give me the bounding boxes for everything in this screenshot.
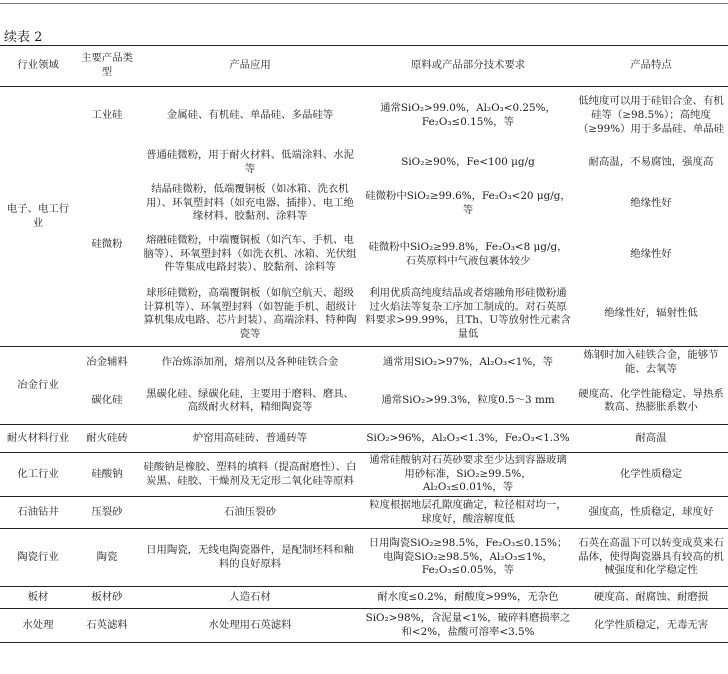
requirement-cell: SiO₂>96%，Al₂O₃<1.3%，Fe₂O₃<1.3%	[362, 425, 574, 453]
product-type-cell: 碳化硅	[91, 394, 123, 407]
industry-cell: 石油钻井	[0, 497, 76, 529]
table-row	[0, 379, 728, 425]
industry-cell: 电子、电工行业	[0, 87, 76, 347]
application-cell: 硅酸钠是橡胶、塑料的填料（提高耐磨性）、白炭黑、硅胶、干燥剂及无定形二氧化硅等原料	[138, 453, 362, 497]
application-cell: 人造石材	[138, 587, 362, 609]
header-requirements: 原料或产品部分技术要求	[362, 46, 574, 87]
table-row	[0, 145, 728, 181]
application-cell: 炉窑用高硅砖、普通砖等	[138, 425, 362, 453]
application-cell: 球形硅微粉，高端覆铜板（如航空航天、超级计算机等）、环氧塑封料（如智能手机、超级计算机集成电路、芯片封装）、高端涂料、特种陶瓷等	[143, 287, 357, 340]
application-cell: 熔融硅微粉，中端覆铜板（如汽车、手机、电脑等）、环氧塑封料（如洗衣机、冰箱、光伏组件等集成电路封装）、胶黏剂、涂料等	[143, 234, 357, 274]
industry-cell: 陶瓷行业	[0, 529, 76, 587]
feature-cell: 绝缘性好，辐射性低	[604, 307, 698, 320]
requirement-cell: 硅微粉中SiO₂≥99.6%，Fe₂O₃<20 μg/g，等	[365, 189, 571, 216]
table-row	[0, 87, 728, 145]
industry-cell: 水处理	[0, 609, 76, 643]
table-row	[0, 529, 728, 587]
table-row	[0, 609, 728, 643]
feature-cell: 化学性质稳定，无毒无害	[574, 609, 728, 643]
application-cell: 黑碳化硅、绿碳化硅，主要用于磨料、磨具、高级耐火材料，精细陶瓷等	[146, 387, 354, 414]
table-row	[0, 497, 728, 529]
requirement-cell: 通常硅酸钠对石英砂要求至少达到容器玻璃用砂标准，SiO₂≥99.5%，Al₂O₃≤0.01%，等	[362, 453, 574, 497]
table-row	[0, 347, 728, 379]
feature-cell: 化学性质稳定	[574, 453, 728, 497]
application-cell: 金属硅、有机硅、单晶硅、多晶硅等	[138, 87, 362, 145]
feature-cell: 绝缘性好	[630, 247, 672, 260]
header-features: 产品特点	[574, 46, 728, 87]
product-type-cell: 板材砂	[76, 587, 138, 609]
feature-cell: 低纯度可以用于硅铝合金、有机硅等（≥98.5%）；高纯度（≥99%）用于多晶硅、单晶硅	[574, 87, 728, 145]
requirement-cell: 通常SiO₂>99.3%，粒度0.5～3 mm	[381, 394, 555, 407]
application-cell: 普通硅微粉，用于耐火材料、低端涂料、水泥等	[146, 148, 354, 175]
application-cell: 结晶硅微粉，低端覆铜板（如冰箱、洗衣机用）、环氧塑封料（如充电器、插排）、电工绝缘材料、胶黏剂、涂料等	[146, 183, 354, 223]
feature-cell: 耐高温，不易腐蚀，强度高	[588, 155, 714, 168]
requirement-cell: 利用优质高纯度结晶或者熔融角形硅微粉通过火焰法等复杂工序加工制成的。对石英原料要求>99.99%，且Th、U等放射性元素含量低	[365, 287, 571, 340]
feature-cell: 硬度高、化学性能稳定、导热系数高、热膨胀系数小	[578, 387, 724, 414]
requirement-cell: 通常SiO₂>99.0%，Al₂O₃<0.25%，Fe₂O₃≤0.15%，等	[362, 87, 574, 145]
product-type-cell: 石英滤料	[76, 609, 138, 643]
product-table	[0, 45, 728, 643]
product-type-cell: 陶瓷	[76, 529, 138, 587]
feature-cell: 炼钢时加入硅铁合金，能够节能、去氧等	[574, 347, 728, 379]
header-row	[0, 46, 728, 87]
requirement-cell: 耐水度≤0.2%，耐酸度>99%，无杂色	[362, 587, 574, 609]
product-type-cell: 工业硅	[76, 87, 138, 145]
product-type-cell: 压裂砂	[76, 497, 138, 529]
requirement-cell: 粒度根据地层孔隙度确定，粒径相对均一，球度好，酸溶解度低	[362, 497, 574, 529]
table-caption: 续表 2	[4, 30, 43, 45]
industry-cell: 板材	[0, 587, 76, 609]
product-type-cell: 硅微粉	[91, 238, 123, 251]
table-row	[0, 425, 728, 453]
industry-cell: 化工行业	[0, 453, 76, 497]
product-type-cell: 耐火硅砖	[76, 425, 138, 453]
application-cell: 作冶炼添加剂，熔剂以及各种硅铁合金	[138, 347, 362, 379]
industry-cell: 耐火材料行业	[0, 425, 76, 453]
application-cell: 石油压裂砂	[138, 497, 362, 529]
industry-cell: 冶金行业	[0, 347, 76, 425]
application-cell: 水处理用石英滤料	[138, 609, 362, 643]
page-top-rule	[0, 0, 728, 4]
feature-cell: 绝缘性好	[630, 196, 672, 209]
feature-cell: 强度高，性质稳定，球度好	[574, 497, 728, 529]
product-type-cell: 硅酸钠	[76, 453, 138, 497]
feature-cell: 耐高温	[574, 425, 728, 453]
table-row	[0, 453, 728, 497]
header-application: 产品应用	[138, 46, 362, 87]
product-type-cell: 冶金辅料	[76, 347, 138, 379]
header-industry: 行业领域	[0, 46, 76, 87]
feature-cell: 硬度高、耐腐蚀、耐磨损	[574, 587, 728, 609]
application-cell: 日用陶瓷，无线电陶瓷器件，是配制坯料和釉料的良好原料	[138, 529, 362, 587]
requirement-cell: 日用陶瓷SiO₂≥98.5%，Fe₂O₃≤0.15%；电陶瓷SiO₂≥98.5%，Al₂O₃≤1%，Fe₂O₃≤0.05%，等	[362, 529, 574, 587]
requirement-cell: 硅微粉中SiO₂≥99.8%，Fe₂O₃<8 μg/g，石英原料中气液包裹体较少	[368, 240, 568, 267]
header-product-type: 主要产品类型	[76, 46, 138, 87]
requirement-cell: SiO₂>98%，含泥量<1%，破碎料磨损率之和<2%，盐酸可溶率<3.5%	[362, 609, 574, 643]
table-row	[0, 587, 728, 609]
requirement-cell: 通常用SiO₂>97%，Al₂O₃<1%，等	[362, 347, 574, 379]
requirement-cell: SiO₂≥90%，Fe<100 μg/g	[401, 155, 535, 168]
feature-cell: 石英在高温下可以转变成莫来石晶体，使得陶瓷器具有较高的机械强度和化学稳定性	[574, 529, 728, 587]
